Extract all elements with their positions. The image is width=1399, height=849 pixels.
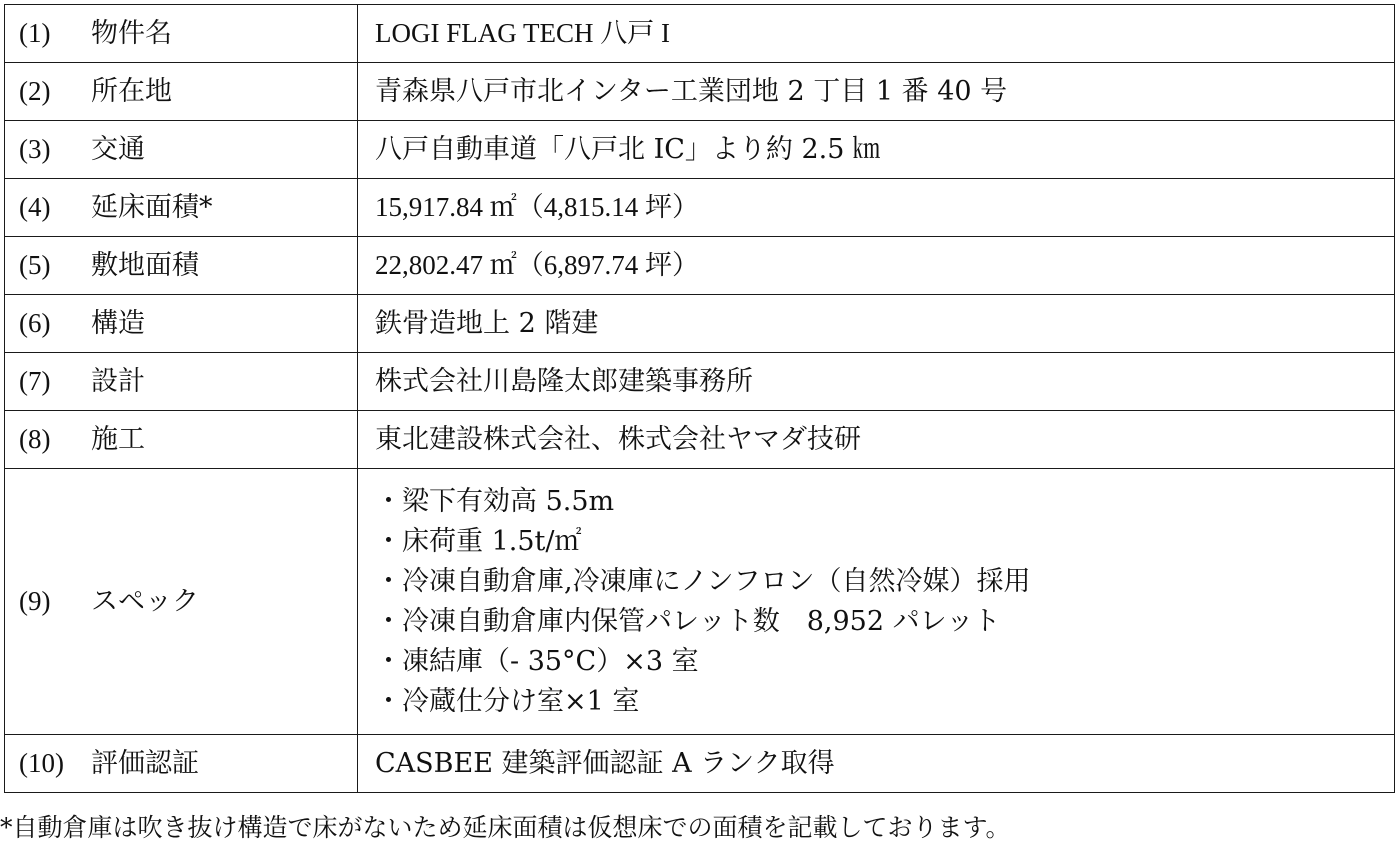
- row-label-cell: [5, 179, 358, 237]
- row-label-cell: [5, 63, 358, 121]
- row-value: 22,802.47 ㎡（6,897.74 坪）: [358, 237, 1395, 295]
- row-label-cell: [5, 237, 358, 295]
- row-number: (5): [19, 250, 51, 280]
- table-row: [5, 121, 1395, 179]
- table-row: [5, 295, 1395, 353]
- row-number: (3): [19, 134, 51, 164]
- spec-item: ・冷凍自動倉庫内保管パレット数 8,952 パレット: [375, 605, 1001, 637]
- row-label: スペック: [91, 586, 199, 617]
- row-label-cell: [5, 5, 358, 63]
- footnote: *自動倉庫は吹き抜け構造で床がないため延床面積は仮想床での面積を記載しております。: [0, 813, 1011, 842]
- row-value: 八戸自動車道「八戸北 IC」より約 2.5 ㎞: [358, 121, 1395, 179]
- row-label-cell: [5, 469, 358, 735]
- row-value: 東北建設株式会社、株式会社ヤマダ技研: [358, 411, 1395, 469]
- row-label-cell: [5, 295, 358, 353]
- row-value: 鉄骨造地上 2 階建: [358, 295, 1395, 353]
- row-value: CASBEE 建築評価認証 A ランク取得: [358, 735, 1395, 793]
- row-label: 敷地面積: [91, 250, 199, 281]
- table-row: [5, 411, 1395, 469]
- row-number: (8): [19, 424, 51, 454]
- row-label-cell: [5, 411, 358, 469]
- row-label: 施工: [91, 424, 145, 455]
- table-row: [5, 237, 1395, 295]
- row-number: (4): [19, 192, 51, 222]
- row-number: (1): [19, 18, 51, 48]
- row-value: 株式会社川島隆太郎建築事務所: [358, 353, 1395, 411]
- row-number: (2): [19, 76, 51, 106]
- spec-item: ・凍結庫（- 35°C）×3 室: [375, 645, 699, 677]
- table-row: [5, 63, 1395, 121]
- row-label-cell: [5, 353, 358, 411]
- spec-item: ・冷凍自動倉庫,冷凍庫にノンフロン（自然冷媒）採用: [375, 565, 1031, 597]
- row-number: (6): [19, 308, 51, 338]
- row-number: (10): [19, 748, 64, 778]
- row-label: 設計: [91, 366, 145, 397]
- row-value: 青森県八戸市北インター工業団地 2 丁目 1 番 40 号: [358, 63, 1395, 121]
- table-row: [5, 179, 1395, 237]
- row-value: 15,917.84 ㎡（4,815.14 坪）: [358, 179, 1395, 237]
- row-value: LOGI FLAG TECH 八戸 I: [358, 5, 1395, 63]
- row-number: (9): [19, 586, 51, 616]
- spec-item: ・床荷重 1.5t/㎡: [375, 525, 582, 557]
- table-row: [5, 735, 1395, 793]
- row-label-cell: [5, 121, 358, 179]
- property-spec-table: [4, 4, 1395, 793]
- row-label: 評価認証: [91, 748, 199, 779]
- row-label-cell: [5, 735, 358, 793]
- spec-list: [375, 482, 1394, 722]
- row-label: 所在地: [91, 76, 172, 107]
- spec-item: ・冷蔵仕分け室×1 室: [375, 685, 640, 717]
- spec-list-cell: [358, 469, 1395, 735]
- table-row: [5, 353, 1395, 411]
- table-row: [5, 5, 1395, 63]
- row-label: 交通: [91, 134, 145, 165]
- row-label: 物件名: [91, 18, 172, 49]
- row-label: 構造: [91, 308, 145, 339]
- spec-item: ・梁下有効高 5.5m: [375, 485, 615, 517]
- row-number: (7): [19, 366, 51, 396]
- table-row-spec: [5, 469, 1395, 735]
- row-label: 延床面積*: [91, 192, 213, 223]
